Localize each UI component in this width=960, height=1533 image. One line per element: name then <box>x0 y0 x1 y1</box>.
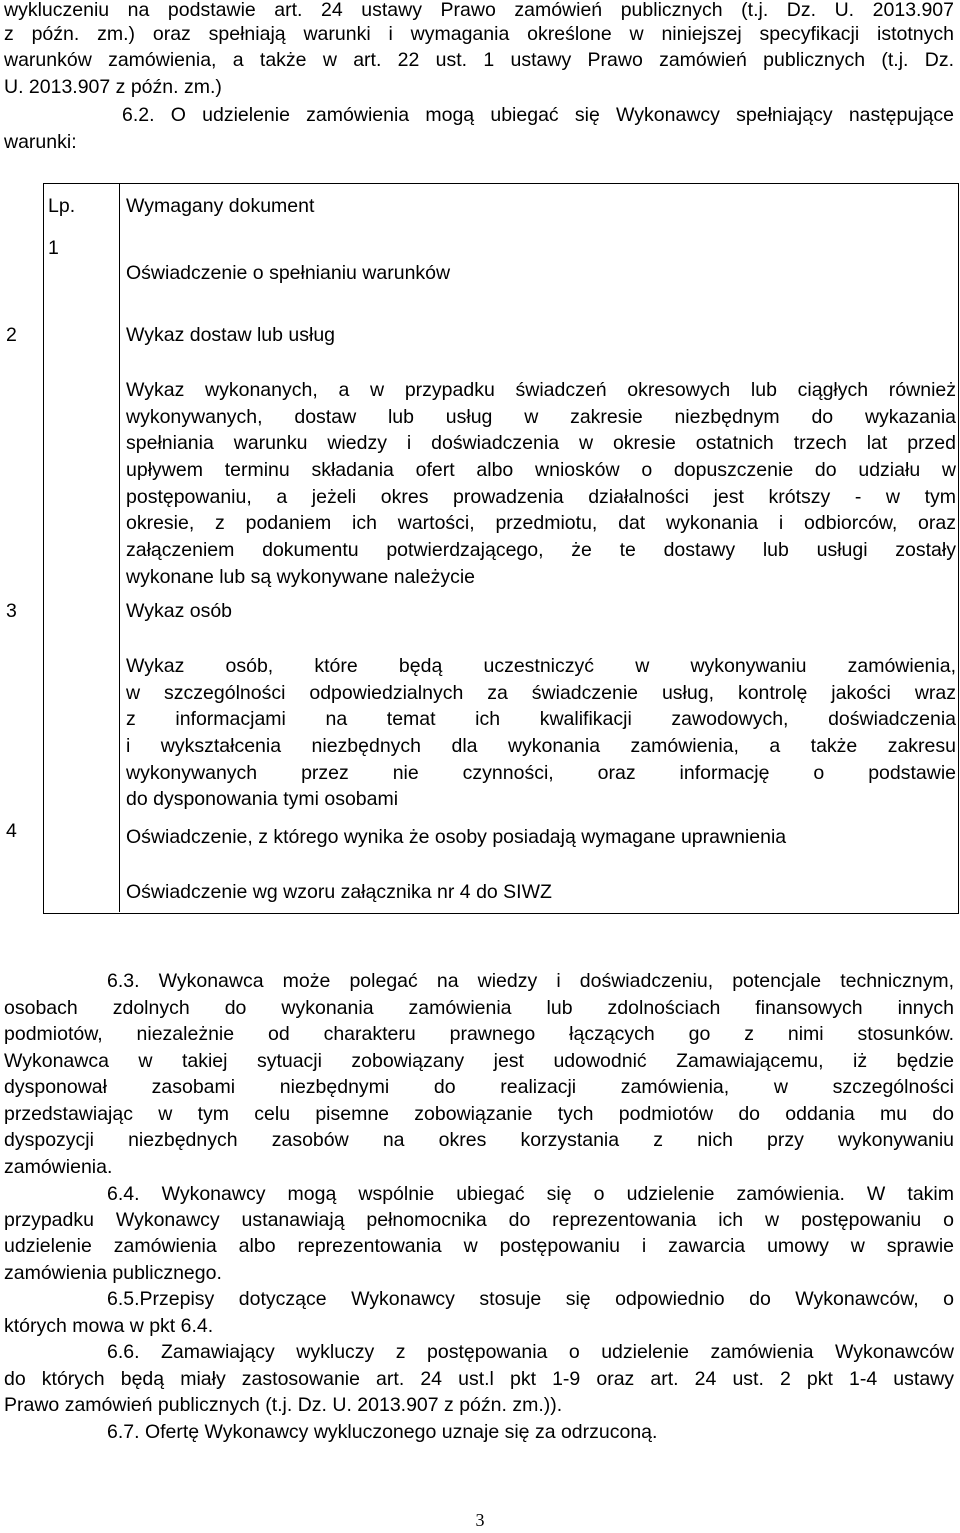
section-6-4-start: 6.4. Wykonawcy mogą wspólnie ubiegać się o udzielenie zamówienia. W takim <box>107 1183 954 1205</box>
page-number: 3 <box>475 1510 485 1530</box>
description-line: wykonywanych, dostaw lub usług w zakresie niezbędnym do wykazania <box>126 406 956 428</box>
description-line: z informacjami na temat ich kwalifikacji zawodowych, doświadczenia <box>126 708 956 730</box>
description-line: Wykaz wykonanych, a w przypadku świadczeń okresowych lub ciągłych również <box>126 379 956 401</box>
row-4-lp: 4 <box>6 820 17 842</box>
intro-line: warunki: <box>4 131 77 153</box>
body-line: Wykonawca w takiej sytuacji zobowiązany jest udowodnić Zamawiającemu, iż będzie <box>4 1050 954 1072</box>
section-6-7: 6.7. Ofertę Wykonawcy wykluczonego uznaje się za odrzuconą. <box>107 1421 658 1443</box>
body-line: zamówienia. <box>4 1156 113 1178</box>
body-line: osobach zdolnych do wykonania zamówienia lub zdolnościach finansowych innych <box>4 997 954 1019</box>
body-line: udzielenie zamówienia albo reprezentowania w postępowaniu i zawarcia umowy w sprawie <box>4 1235 954 1257</box>
intro-line: U. 2013.907 z późn. zm.) <box>4 76 222 98</box>
row-2-title: Wykaz dostaw lub usług <box>126 324 336 346</box>
section-6-5-start: 6.5.Przepisy dotyczące Wykonawcy stosuje się odpowiednio do Wykonawców, o <box>107 1288 954 1310</box>
row-3-lp: 3 <box>6 600 17 622</box>
body-line: przypadku Wykonawcy ustanawiają pełnomocnika do reprezentowania ich w postępowaniu o <box>4 1209 954 1231</box>
intro-line: warunków zamówienia, a także w art. 22 ust. 1 ustawy Prawo zamówień publicznych (t.j. Dz. <box>4 49 954 71</box>
section-6-6-start: 6.6. Zamawiający wykluczy z postępowania o udzielenie zamówienia Wykonawców <box>107 1341 954 1363</box>
row-4-title: Oświadczenie, z którego wynika że osoby posiadają wymagane uprawnienia <box>126 826 787 848</box>
body-line: dysponował zasobami niezbędnymi do realizacji zamówienia, w szczególności <box>4 1076 954 1098</box>
body-line: przedstawiając w tym celu pisemne zobowiązanie tych podmiotów do oddania mu do <box>4 1103 954 1125</box>
description-line: spełniania warunku wiedzy i doświadczenia w okresie ostatnich trzech lat przed <box>126 432 956 454</box>
description-line: upływem terminu składania ofert albo wniosków o dopuszczenie do udziału w <box>126 459 956 481</box>
body-line: do których będą miały zastosowanie art. 24 ust.l pkt 1-9 oraz art. 24 ust. 2 pkt 1-4 ustawy <box>4 1368 954 1390</box>
description-line: wykonane lub są wykonywane należycie <box>126 566 476 588</box>
column-divider <box>119 184 120 912</box>
intro-line: z późn. zm.) oraz spełniają warunki i wymagania określone w niniejszej specyfikacji istotnych <box>4 23 954 45</box>
section-6-3-start: 6.3. Wykonawca może polegać na wiedzy i doświadczeniu, potencjale technicznym, <box>107 970 954 992</box>
body-line: dyspozycji niezbędnych zasobów na okres korzystania z nich przy wykonywaniu <box>4 1129 954 1151</box>
body-line: zamówienia publicznego. <box>4 1262 222 1284</box>
row-1-lp: 1 <box>48 237 59 259</box>
header-document: Wymagany dokument <box>126 195 315 217</box>
description-line: w szczególności odpowiedzialnych za świadczenie usług, kontrolę jakości wraz <box>126 682 956 704</box>
description-line: wykonywanych przez nie czynności, oraz informację o podstawie <box>126 762 956 784</box>
header-lp: Lp. <box>48 195 76 217</box>
row-2-lp: 2 <box>6 324 17 346</box>
row-3-title: Wykaz osób <box>126 600 233 622</box>
body-line: podmiotów, niezależnie od charakteru prawnego łączących go z nimi stosunków. <box>4 1023 954 1045</box>
body-line: Prawo zamówień publicznych (t.j. Dz. U. 2013.907 z późn. zm.)). <box>4 1394 563 1416</box>
row-4-description: Oświadczenie wg wzoru załącznika nr 4 do SIWZ <box>126 881 552 903</box>
description-line: i wykształcenia niezbędnych dla wykonania zamówienia, a także zakresu <box>126 735 956 757</box>
description-line: postępowaniu, a jeżeli okres prowadzenia działalności jest krótszy - w tym <box>126 486 956 508</box>
description-line: Wykaz osób, które będą uczestniczyć w wykonywaniu zamówienia, <box>126 655 956 677</box>
description-line: załączeniem dokumentu potwierdzającego, że te dostawy lub usługi zostały <box>126 539 956 561</box>
section-6-2-heading: 6.2. O udzielenie zamówienia mogą ubiegać się Wykonawcy spełniający następujące <box>122 104 954 126</box>
body-line: których mowa w pkt 6.4. <box>4 1315 214 1337</box>
description-line: okresie, z podaniem ich wartości, przedmiotu, dat wykonania i odbiorców, oraz <box>126 512 956 534</box>
intro-line: wykluczeniu na podstawie art. 24 ustawy Prawo zamówień publicznych (t.j. Dz. U. 2013.907 <box>4 0 954 21</box>
description-line: do dysponowania tymi osobami <box>126 788 399 810</box>
row-1-description: Oświadczenie o spełnianiu warunków <box>126 262 451 284</box>
